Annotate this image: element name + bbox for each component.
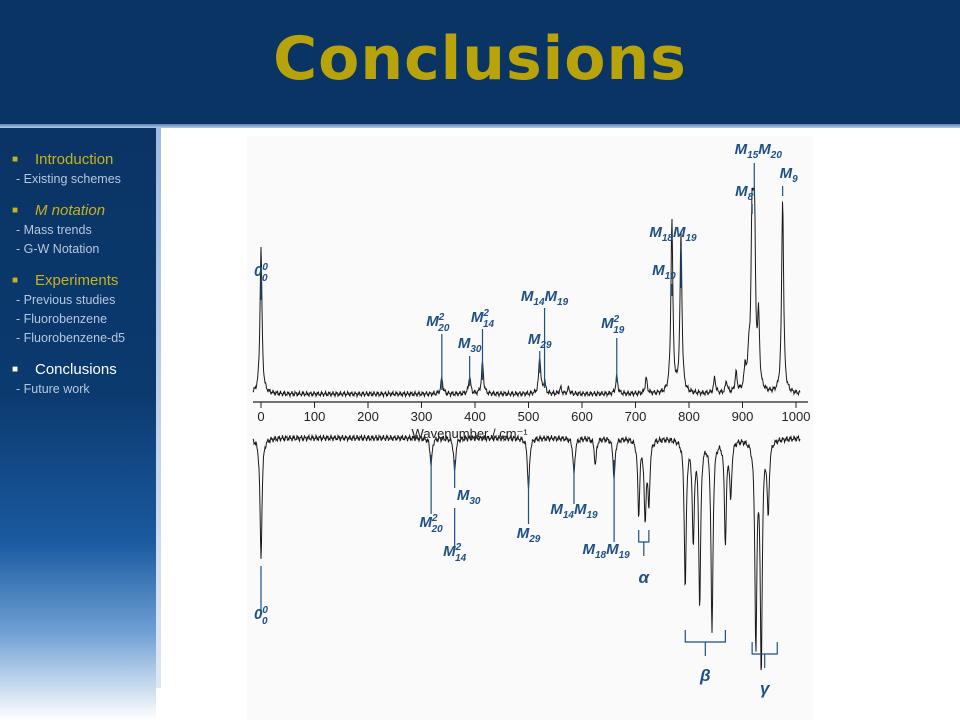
nav-subitem-previous-studies[interactable]: - Previous studies — [16, 293, 116, 307]
sidebar-edge — [156, 128, 161, 688]
x-tick-label: 800 — [678, 409, 700, 424]
group-label: γ — [759, 679, 770, 698]
square-bullet-icon: ■ — [12, 364, 19, 375]
peak-label: $M_{30}$ — [457, 335, 482, 355]
spectrum-chart — [247, 136, 813, 720]
x-tick-label: 700 — [624, 409, 647, 424]
x-tick-label: 500 — [517, 409, 540, 424]
peak-label: $M_9$ — [779, 165, 798, 185]
peak-label: $M^2$ 14 — [443, 542, 467, 564]
square-bullet-icon: ■ — [12, 205, 19, 216]
nav-subitem-future-work[interactable]: - Future work — [16, 382, 90, 396]
group-bracket — [639, 530, 649, 542]
peak-label: $M_{14}M_{19}$ — [550, 501, 598, 521]
nav-item-label: M notation — [35, 202, 106, 219]
x-tick-label: 900 — [731, 409, 754, 424]
peak-label: $M_{29}$ — [527, 331, 552, 351]
nav-item-label: Introduction — [35, 151, 114, 168]
x-tick-label: 200 — [357, 409, 379, 424]
peak-label: $M_{10}$ — [652, 262, 676, 282]
group-label: α — [638, 568, 650, 587]
nav-item-conclusions[interactable] — [0, 360, 156, 380]
nav-item-introduction[interactable] — [0, 150, 156, 170]
x-tick-label: 300 — [410, 409, 433, 424]
nav-subitem-fluorobenzene[interactable]: - Fluorobenzene — [16, 312, 108, 326]
spectrum-figure — [247, 136, 813, 720]
x-tick-label: 100 — [303, 409, 326, 424]
group-label: β — [700, 666, 711, 685]
peak-label: $M^2$ 20 — [426, 312, 450, 334]
nav-section-conclusions[interactable] — [0, 360, 156, 399]
peak-label: $M^2$ 19 — [601, 314, 625, 336]
peak-label: $M_{14}M_{19}$ — [520, 288, 569, 308]
x-tick-label: 0 — [257, 409, 265, 424]
nav-item-label: Experiments — [35, 272, 119, 289]
nav-section-m-notation[interactable] — [0, 201, 156, 259]
peak-label: $M_{18}M_{19}$ — [582, 541, 630, 561]
sidebar-nav — [0, 150, 156, 411]
square-bullet-icon: ■ — [12, 275, 19, 286]
peak-label: $M_{18}M_{19}$ — [649, 224, 697, 244]
nav-subitem-gw-notation[interactable]: - G-W Notation — [16, 242, 100, 256]
nav-subitem-existing-schemes[interactable]: - Existing schemes — [16, 172, 121, 186]
lower-spectrum-line — [253, 435, 800, 670]
peak-label: $M_{29}$ — [516, 525, 541, 545]
square-bullet-icon: ■ — [12, 154, 19, 165]
x-tick-label: 600 — [571, 409, 593, 424]
x-tick-label: 1000 — [781, 409, 811, 424]
peak-label: $0^0$ 0 — [254, 262, 268, 284]
peak-label: $M_{15}M_{20}$ — [734, 141, 782, 161]
peak-label: $M_{30}$ — [456, 487, 481, 507]
group-bracket — [685, 630, 725, 642]
slide-title: Conclusions — [273, 24, 687, 94]
peak-label: $M^2$ 14 — [470, 308, 495, 330]
nav-section-introduction[interactable] — [0, 150, 156, 189]
nav-subitem-mass-trends[interactable]: - Mass trends — [16, 223, 92, 237]
peak-label: $M^2$ 20 — [419, 513, 443, 535]
nav-section-experiments[interactable] — [0, 271, 156, 348]
nav-item-m-notation[interactable] — [0, 201, 156, 221]
nav-item-experiments[interactable] — [0, 271, 156, 291]
x-axis-label: Wavenumber / cm⁻¹ — [411, 426, 528, 441]
peak-label: $M_8$ — [735, 183, 754, 203]
x-tick-label: 400 — [464, 409, 486, 424]
nav-item-label: Conclusions — [35, 361, 117, 378]
slide-header — [0, 0, 960, 124]
peak-label: $0^0$ 0 — [254, 605, 268, 627]
nav-subitem-fluorobenzene-d5[interactable]: - Fluorobenzene-d5 — [16, 331, 126, 345]
